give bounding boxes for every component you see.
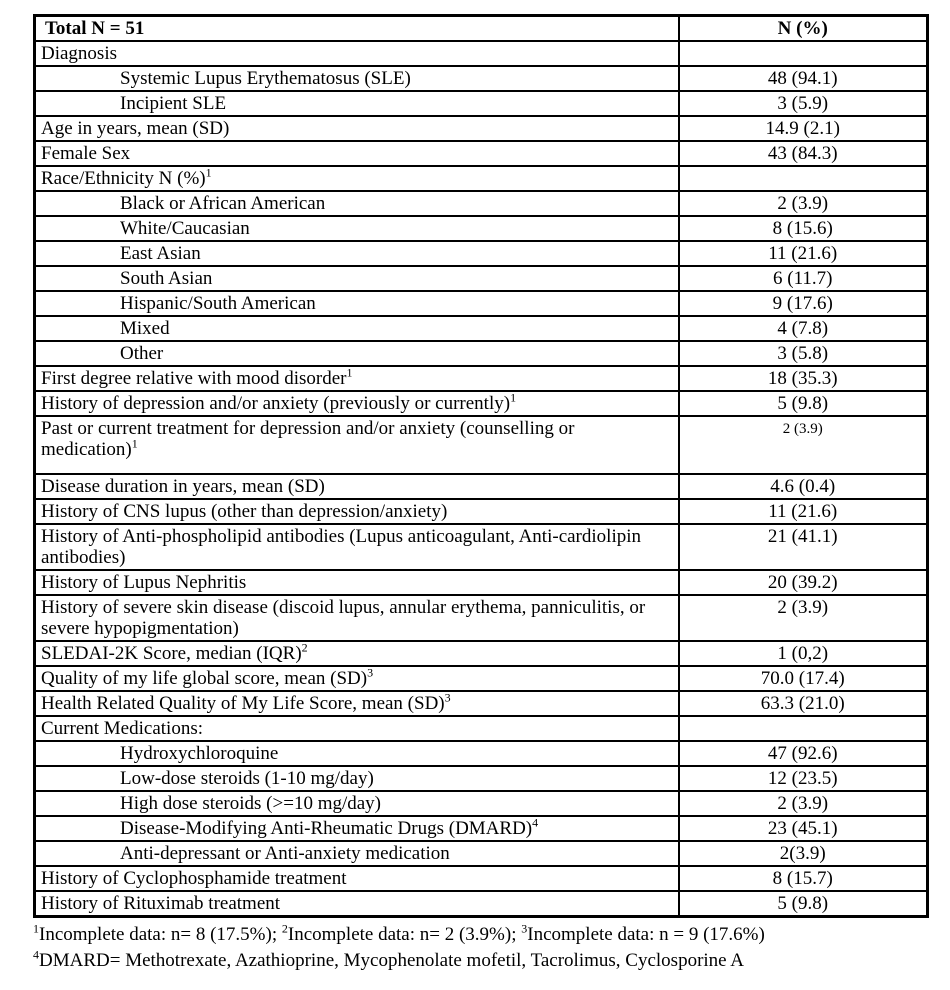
row-label: History of depression and/or anxiety (previously or currently)$^1$ [35,391,679,416]
row-value: 2 (3.9) [679,191,928,216]
table-row [35,891,928,917]
footnotes [33,922,926,974]
row-label: Past or current treatment for depression and/or anxiety (counselling or medication)$^1$ [35,416,679,474]
row-label: History of Lupus Nephritis [35,570,679,595]
table-row [35,291,928,316]
row-value: 2 (3.9) [679,791,928,816]
table-row [35,366,928,391]
table-row [35,791,928,816]
table-row [35,266,928,291]
row-value: 14.9 (2.1) [679,116,928,141]
row-label: Disease-Modifying Anti-Rheumatic Drugs (DMARD)$^4$ [35,816,679,841]
row-value: 47 (92.6) [679,741,928,766]
footnote-marker: 3 [521,921,528,936]
footnote-marker: 1 [33,921,39,936]
table-row [35,570,928,595]
row-value: 8 (15.6) [679,216,928,241]
row-label: Current Medications: [35,716,679,741]
row-label: High dose steroids (>=10 mg/day) [35,791,679,816]
row-value: 20 (39.2) [679,570,928,595]
row-label: History of CNS lupus (other than depression/anxiety) [35,499,679,524]
table-row [35,716,928,741]
row-value: 5 (9.8) [679,891,928,917]
row-label: Hispanic/South American [35,291,679,316]
table-row [35,416,928,474]
table-row [35,341,928,366]
table-row [35,41,928,66]
row-value: 4 (7.8) [679,316,928,341]
row-label: Age in years, mean (SD) [35,116,679,141]
table-row [35,474,928,499]
row-value: 48 (94.1) [679,66,928,91]
table-row [35,766,928,791]
row-label: Disease duration in years, mean (SD) [35,474,679,499]
footnote-line: $^1$Incomplete data: n= 8 (17.5%); $^2$Incomplete data: n= 2 (3.9%); $^3$Incomplete data: n = 9 (17.6%) [33,921,765,945]
table-row [35,166,928,191]
row-label: Diagnosis [35,41,679,66]
footnote-marker: 2 [301,641,308,655]
table-header-total-n: Total N = 51 [35,16,679,42]
footnote-marker: 1 [346,366,353,380]
table-row [35,841,928,866]
table-row [35,391,928,416]
row-label: History of Anti-phospholipid antibodies (Lupus anticoagulant, Anti-cardiolipin antibodies) [35,524,679,570]
row-value: 3 (5.8) [679,341,928,366]
row-value: 23 (45.1) [679,816,928,841]
row-value: 4.6 (0.4) [679,474,928,499]
table-row [35,524,928,570]
row-label: East Asian [35,241,679,266]
row-label: Incipient SLE [35,91,679,116]
row-value: 2 (3.9) [679,416,928,474]
footnote-marker: 3 [367,666,374,680]
row-label: Race/Ethnicity N (%)$^1$ [35,166,679,191]
row-value: 5 (9.8) [679,391,928,416]
table-row [35,116,928,141]
row-value: 3 (5.9) [679,91,928,116]
row-value [679,41,928,66]
row-label: Systemic Lupus Erythematosus (SLE) [35,66,679,91]
row-value [679,166,928,191]
table-header-n-percent: N (%) [679,16,928,42]
footnote-marker: 2 [281,921,288,936]
row-label: Black or African American [35,191,679,216]
row-label: South Asian [35,266,679,291]
table-row [35,499,928,524]
row-value: 2(3.9) [679,841,928,866]
table-row [35,691,928,716]
row-value: 12 (23.5) [679,766,928,791]
table-row [35,741,928,766]
row-label: Female Sex [35,141,679,166]
table-row [35,595,928,641]
row-label: Mixed [35,316,679,341]
table-row [35,241,928,266]
row-label: History of severe skin disease (discoid lupus, annular erythema, panniculitis, or severe hypopigmentation) [35,595,679,641]
table-row [35,641,928,666]
footnote-marker: 4 [532,816,539,830]
row-value: 11 (21.6) [679,499,928,524]
row-label: Other [35,341,679,366]
table-header-row [35,16,928,42]
row-value: 1 (0,2) [679,641,928,666]
row-value: 43 (84.3) [679,141,928,166]
row-label: Low-dose steroids (1-10 mg/day) [35,766,679,791]
table-row [35,91,928,116]
footnote-marker: 1 [131,436,138,451]
footnote-line: $^4$DMARD= Methotrexate, Azathioprine, Mycophenolate mofetil, Tacrolimus, Cyclosporine A [33,947,745,971]
row-value: 9 (17.6) [679,291,928,316]
table-row [35,216,928,241]
row-label: First degree relative with mood disorder$^1$ [35,366,679,391]
table-row [35,191,928,216]
row-label: Health Related Quality of My Life Score, mean (SD)$^3$ [35,691,679,716]
patient-characteristics-table [33,14,929,918]
row-value: 18 (35.3) [679,366,928,391]
table-row [35,666,928,691]
footnote-marker: 1 [510,391,517,405]
table-row [35,66,928,91]
table-row [35,866,928,891]
table-row [35,141,928,166]
row-label: Quality of my life global score, mean (SD)$^3$ [35,666,679,691]
row-value: 11 (21.6) [679,241,928,266]
row-value [679,716,928,741]
row-value: 8 (15.7) [679,866,928,891]
row-label: Anti-depressant or Anti-anxiety medication [35,841,679,866]
row-label: Hydroxychloroquine [35,741,679,766]
row-value: 2 (3.9) [679,595,928,641]
row-value: 70.0 (17.4) [679,666,928,691]
footnote-marker: 3 [444,691,451,705]
row-label: History of Rituximab treatment [35,891,679,917]
row-value: 21 (41.1) [679,524,928,570]
table-row [35,816,928,841]
footnote-marker: 1 [205,166,212,180]
footnote-marker: 4 [33,947,39,962]
row-label: White/Caucasian [35,216,679,241]
table-row [35,316,928,341]
row-label: History of Cyclophosphamide treatment [35,866,679,891]
row-value: 6 (11.7) [679,266,928,291]
row-label: SLEDAI-2K Score, median (IQR)$^2$ [35,641,679,666]
row-value: 63.3 (21.0) [679,691,928,716]
